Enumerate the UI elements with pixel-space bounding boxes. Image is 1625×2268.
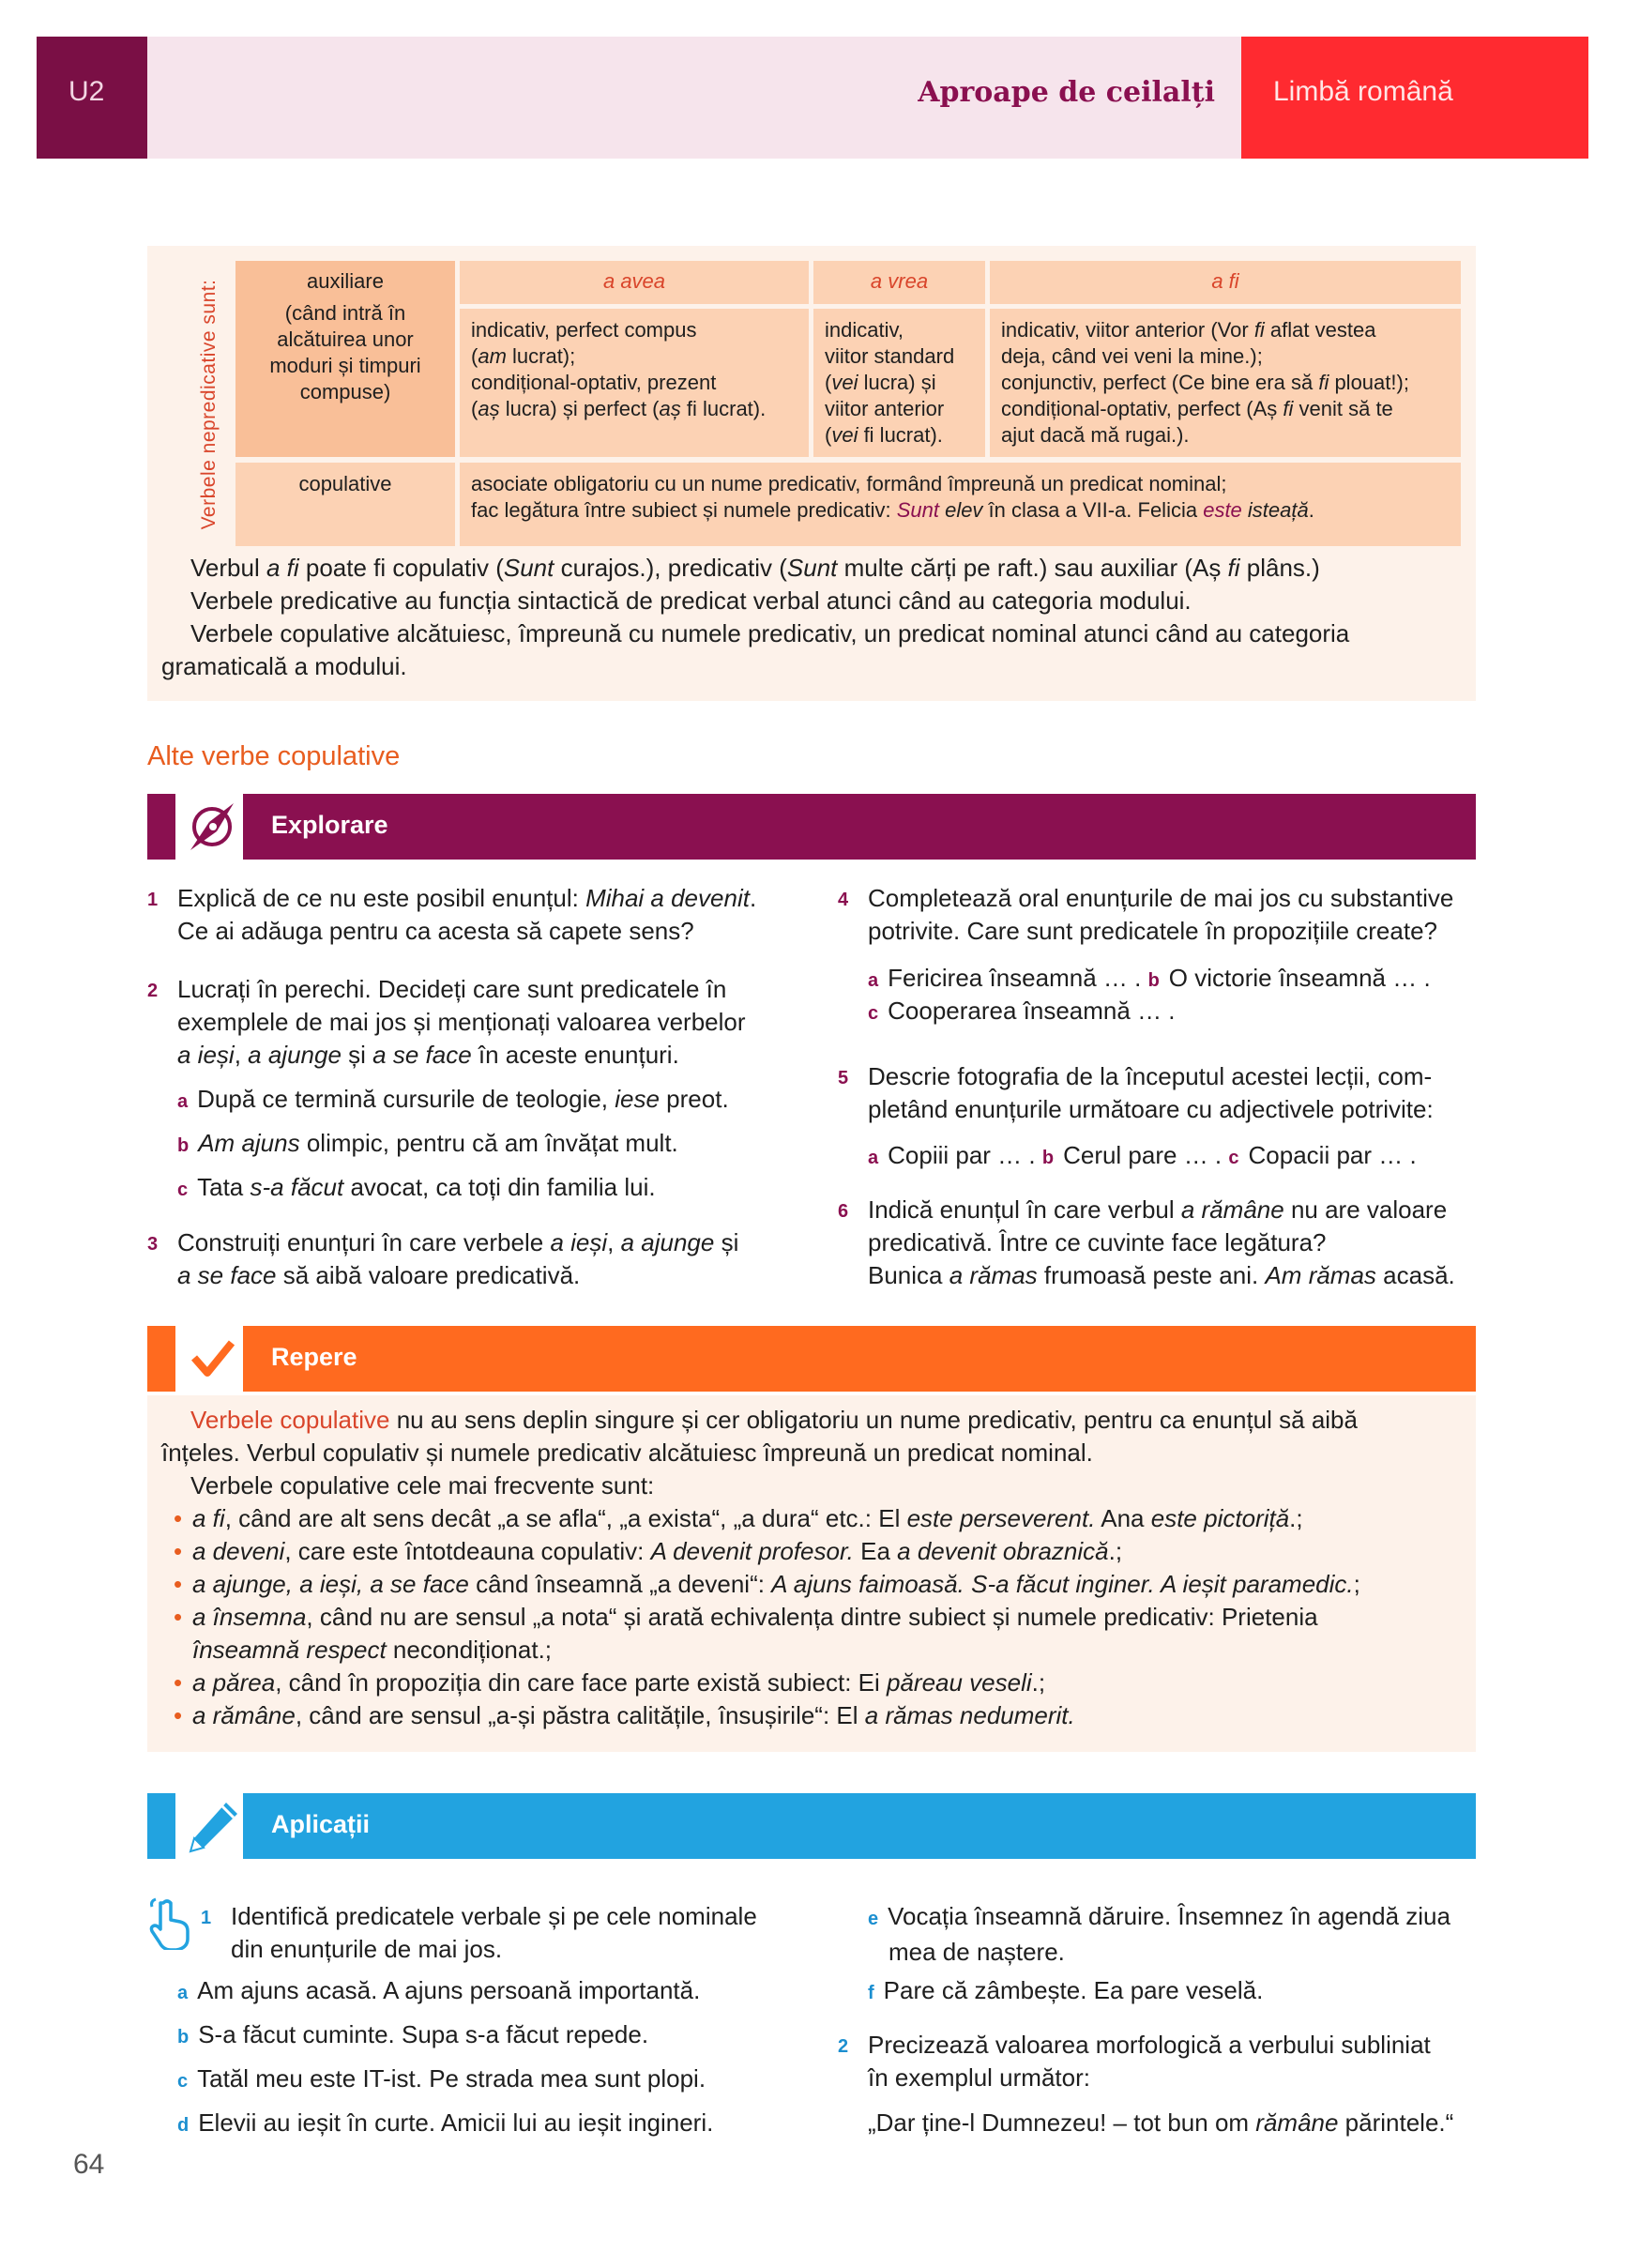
subject-label: Limbă română xyxy=(1273,76,1453,107)
cell-vrea: indicativ, viitor standard (vei lucra) și viitor anterior (vei fi lucrat). xyxy=(813,309,985,457)
repere-bullet-4: • a însemna, când nu are sensul „a nota“ și arată echivalența dintre subiect și numele predicativ: Prietenia înseamnă respect necondiționat.; xyxy=(192,1601,1318,1667)
cell-copulative: asociate obligatoriu cu un nume predicativ, formând împreună un predicat nominal; fac legătura între subiect și numele predicativ: Sunt elev în clasa a VII-a. Felicia este isteață. xyxy=(460,463,1461,546)
chapter-title: Aproape de ceilalți xyxy=(918,76,1215,109)
explorare-q5: 5 Descrie fotografia de la începutul acestei lecții, com- pletând enunțurile următoare cu adjectivele potrivite: xyxy=(838,1062,1434,1123)
note-1: Verbul a fi poate fi copulativ (Sunt curajos.), predicativ (Sunt multe cărți pe raft.) sau auxiliar (Aș fi plâns.) xyxy=(190,554,1320,582)
repere-p1: Verbele copulative nu au sens deplin singure și cer obligatoriu un nume predicativ, pentru ca enunțul să aibă înțeles. Verbul copulativ și numele predicativ alcătuiesc împreună un predicat nominal. xyxy=(161,1406,1358,1467)
col-header-fi: a fi xyxy=(990,261,1461,304)
explorare-q4-c: c Cooperarea înseamnă … . xyxy=(868,997,1176,1025)
repere-bullet-2: • a deveni, care este întotdeauna copulativ: A devenit profesor. Ea a devenit obraznică.; xyxy=(192,1535,1122,1568)
repere-label: Repere xyxy=(271,1343,357,1371)
repere-p2: Verbele copulative cele mai frecvente sunt: xyxy=(190,1471,655,1499)
unit-label: U2 xyxy=(68,76,105,107)
explorare-q4: 4 Completează oral enunțurile de mai jos cu substantive potrivite. Care sunt predicatele în propozițiile create? xyxy=(838,884,1454,945)
aplicatii-q1-e: e Vocația înseamnă dăruire. Însemnez în agendă ziua mea de naștere. xyxy=(868,1902,1450,1966)
cell-fi: indicativ, viitor anterior (Vor fi aflat vestea deja, când vei veni la mine.); conjunctiv, perfect (Ce bine era să fi plouat!); condițional-optativ, perfect (Aș fi venit să te ajut dacă mă rugai.). xyxy=(990,309,1461,457)
pencil-icon xyxy=(183,1797,241,1855)
header-bar xyxy=(147,37,1241,159)
checkmark-icon xyxy=(183,1330,241,1388)
explorare-q2: 2 Lucrați în perechi. Decideți care sunt predicatele în exemplele de mai jos și menționați valoarea verbelor a ieși, a ajunge și a se face în aceste enunțuri. xyxy=(147,975,746,1069)
repere-bullet-6: • a rămâne, când are sensul „a-și păstra calitățile, însușirile“: El a rămas nedumerit. xyxy=(192,1699,1075,1732)
section-title: Alte verbe copulative xyxy=(147,741,401,771)
compass-icon xyxy=(183,798,241,856)
col-header-avea: a avea xyxy=(460,261,809,304)
aplicatii-q1-f: f Pare că zâmbește. Ea pare veselă. xyxy=(868,1976,1264,2004)
aplicatii-q1-d: d Elevii au ieșit în curte. Amicii lui au ieșit ingineri. xyxy=(177,2108,714,2137)
repere-bullet-1: • a fi, când are alt sens decât „a se afla“, „a exista“, „a dura“ etc.: El este perseverent. Ana este pictoriță.; xyxy=(192,1502,1303,1535)
aplicatii-band xyxy=(147,1793,1476,1859)
aplicatii-q2: 2 Precizează valoarea morfologică a verbului subliniat în exemplul următor: xyxy=(838,2031,1431,2092)
pointing-hand-icon xyxy=(146,1897,193,1950)
col-header-vrea: a vrea xyxy=(813,261,985,304)
cell-avea: indicativ, perfect compus (am lucrat); condițional-optativ, prezent (aș lucra) și perfect (aș fi lucrat). xyxy=(460,309,809,457)
aplicatii-q1-c: c Tatăl meu este IT-ist. Pe strada mea sunt plopi. xyxy=(177,2064,706,2093)
explorare-q2-a: a După ce termină cursurile de teologie, iese preot. xyxy=(177,1085,729,1113)
auxiliare-desc: (când intră în alcătuirea unor moduri și timpuri compuse) xyxy=(269,301,421,403)
repere-band xyxy=(147,1326,1476,1392)
aplicatii-q1-b: b S-a făcut cuminte. Supa s-a făcut repede. xyxy=(177,2020,649,2048)
auxiliare-header-cell xyxy=(235,261,455,457)
repere-bullet-3: • a ajunge, a ieși, a se face când înseamnă „a deveni“: A ajuns faimoasă. S-a făcut inginer. A ieșit paramedic.; xyxy=(192,1568,1360,1601)
auxiliare-label: auxiliare xyxy=(307,269,384,293)
explorare-q4-ab: a Fericirea înseamnă … . b O victorie înseamnă … . xyxy=(868,964,1431,992)
copulative-header-cell: copulative xyxy=(235,463,455,546)
explorare-q6: 6 Indică enunțul în care verbul a rămâne nu are valoare predicativă. Între ce cuvinte face legătura? Bunica a rămas frumoasă peste ani. Am rămas acasă. xyxy=(838,1195,1455,1289)
aplicatii-label: Aplicații xyxy=(271,1810,371,1838)
explorare-band xyxy=(147,794,1476,860)
unit-badge xyxy=(37,37,147,159)
explorare-q2-b: b Am ajuns olimpic, pentru că am învățat mult. xyxy=(177,1129,678,1157)
aplicatii-q1-a: a Am ajuns acasă. A ajuns persoană importantă. xyxy=(177,1976,701,2004)
repere-bullet-5: • a părea, când în propoziția din care face parte există subiect: Ei păreau veseli.; xyxy=(192,1667,1045,1699)
note-2: Verbele predicative au funcția sintactică de predicat verbal atunci când au categoria modului. xyxy=(190,586,1192,615)
explorare-q2-c: c Tata s-a făcut avocat, ca toți din familia lui. xyxy=(177,1173,656,1201)
explorare-q3: 3 Construiți enunțuri în care verbele a ieși, a ajunge și a se face să aibă valoare predicativă. xyxy=(147,1228,739,1289)
subject-badge xyxy=(1241,37,1588,159)
page-number: 64 xyxy=(73,2149,105,2180)
vertical-table-label: Verbele nepredicative sunt: xyxy=(198,279,220,529)
explorare-q1: 1 Explică de ce nu este posibil enunțul: Mihai a devenit. Ce ai adăuga pentru ca acesta să capete sens? xyxy=(147,884,757,945)
aplicatii-q1: 1 Identifică predicatele verbale și pe cele nominale din enunțurile de mai jos. xyxy=(201,1902,757,1963)
aplicatii-q2-quote: „Dar ține-l Dumnezeu! – tot bun om rămâne părintele.“ xyxy=(868,2108,1454,2137)
explorare-q5-abc: a Copiii par … . b Cerul pare … . c Copacii par … . xyxy=(868,1141,1417,1169)
explorare-label: Explorare xyxy=(271,811,388,839)
note-3: Verbele copulative alcătuiesc, împreună cu numele predicativ, un predicat nominal atunci când au categoria gramaticală a modului. xyxy=(161,619,1350,680)
